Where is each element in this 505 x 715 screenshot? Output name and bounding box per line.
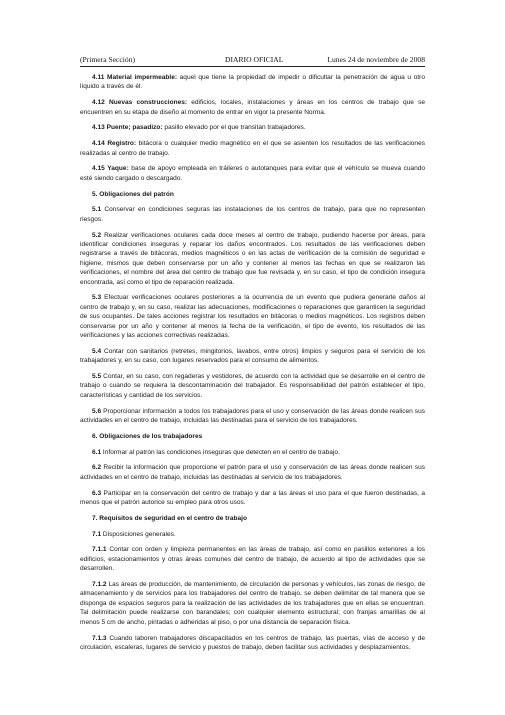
definition-text: pasillo elevado por el que transitan trabajadores.: [162, 124, 306, 132]
clause-5-1: [80, 205, 425, 224]
definition-4-13: [80, 123, 425, 132]
definition-number: 4.11: [92, 74, 105, 81]
definition-term: Nuevas construcciones:: [108, 99, 188, 107]
clause-text: Participar en la conservación del centro de trabajo y dar a las áreas el uso para el que fueron destinadas, a menos que el patrón autorice su empleo para otros usos.: [80, 489, 425, 507]
clause-5-2: [80, 231, 425, 287]
clause-text: Las áreas de producción, de mantenimiento, de circulación de personas y vehículos, las zonas de riesgo, de almacenamiento y de servicios para los trabajadores del centro de trabajo, se deben delimitar de tal manera que se disponga de espacios seguros para la realización de las actividades de los trabajadores que en ellas se encuentran. Tal delimitación puede realizarse con barandales; con cualquier elemento estructural; con franjas amarillas de al menos 5 cm de ancho, pintadas o adheridas al piso, o por una distancia de separación física.: [80, 581, 425, 626]
definition-term: Puente; pasadizo:: [106, 124, 163, 132]
clause-7-1-2: [80, 580, 425, 627]
definition-4-11: [80, 73, 425, 92]
clause-5-6: [80, 407, 425, 426]
definition-term: Yaque:: [107, 165, 129, 173]
header-section: (Primera Sección): [80, 55, 136, 64]
clause-number: 6.1: [92, 448, 102, 456]
header-publication: DIARIO OFICIAL: [225, 55, 284, 64]
clause-number: 7.1: [92, 530, 102, 538]
clause-7-1-1: [80, 545, 425, 573]
clause-number: 5.5: [92, 373, 102, 381]
clause-number: 5.1: [92, 206, 102, 214]
clause-text: Efectuar verificaciones oculares posteriores a la ocurrencia de un evento que pudiera generarle daños al centro de trabajo y, en su caso, realizar las adecuaciones, modificaciones o reparaciones que garanticen la seguridad de sus ocupantes. De tales acciones registrar los resultados en bitácoras o medios magnéticos. Los registros deben conservarse por un año y contener al menos la fecha de la verificación, el tipo de evento, los resultados de las verificaciones y las acciones correctivas realizadas.: [80, 294, 425, 340]
section-heading: 6. Obligaciones de los trabajadores: [92, 432, 203, 440]
clause-number: 7.1.1: [92, 546, 107, 554]
clause-text: Cuando laboren trabajadores discapacitados en los centros de trabajo, las puertas, vías de acceso y de circulación, escaleras, lugares de servicio y puestos de trabajo, deben facilitar sus actividades y desplazamientos.: [80, 634, 425, 651]
header-rule: [80, 66, 425, 67]
definition-term: Registro:: [107, 140, 137, 148]
clause-number: 5.4: [92, 347, 102, 355]
clause-text: Disposiciones generales.: [101, 530, 176, 538]
clause-text: Contar con sanitarios (retretes, mingitorios, lavabos, entre otros) limpios y seguros para el servicio de los trabajadores y, en su caso, con lugares reservados para el consumo de alimentos.: [80, 347, 425, 365]
definition-number: 4.12: [92, 99, 105, 107]
clause-number: 5.6: [92, 407, 102, 415]
definition-4-14: [80, 139, 425, 158]
clause-text: Proporcionar información a todos los trabajadores para el uso y conservación de las áreas donde realicen sus actividades en el centro de trabajo, incluidas las destinadas para el servicio de los trabajadores.: [80, 407, 425, 425]
document-body: [80, 73, 425, 659]
clause-text: Contar, en su caso, con regaderas y vestidores, de acuerdo con la actividad que se desarrolle en el centro de trabajo o cuando se requiera la descontaminación del trabajador. Es responsabilidad del patrón establecer el tipo, características y cantidad de los servicios.: [80, 373, 425, 399]
definition-number: 4.15: [92, 165, 105, 173]
section-heading: 5. Obligaciones del patrón: [92, 190, 174, 198]
clause-number: 6.3: [92, 489, 102, 497]
section-heading: 7. Requisitos de seguridad en el centro de trabajo: [92, 514, 247, 522]
definition-term: Material impermeable:: [107, 74, 178, 81]
clause-text: Realizar verificaciones oculares cada doce meses al centro de trabajo, pudiendo hacerse por áreas, para identificar condiciones inseguras y reparar los daños encontrados. Los resultados de las verificaciones deben registrarse a través de bitácoras, medios magnéticos o en las actas de verificación de la comisión de seguridad e higiene, mismos que deben conservarse por un año y contener al menos las fechas en que se realizaron las verificaciones, el nombre del área del centro de trabajo que fue revisada y, en su caso, el tipo de condición insegura encontrada, así como el tipo de reparación realizada.: [80, 231, 425, 286]
clause-text: Conservar en condiciones seguras las instalaciones de los centros de trabajo, para que no representen riesgos.: [80, 206, 425, 223]
clause-6-1: [80, 448, 425, 457]
definition-text: base de apoyo empleada en tráileres o autotanques para evitar que el vehículo se mueva cuando esté siendo cargado o descargado.: [80, 165, 425, 182]
clause-number: 5.2: [92, 231, 102, 239]
definition-text: bitácora o cualquier medio magnético en el que se asienten los resultados de las verificaciones realizadas al centro de trabajo.: [80, 140, 425, 157]
header-date: Lunes 24 de noviembre de 2008: [327, 55, 425, 64]
clause-7-1-3: [80, 634, 425, 653]
clause-number: 5.3: [92, 294, 102, 302]
clause-text: Informar al patrón las condiciones inseguras que detecten en el centro de trabajo.: [101, 448, 340, 456]
clause-number: 6.2: [92, 464, 102, 472]
clause-number: 7.1.3: [92, 634, 107, 642]
clause-5-4: [80, 347, 425, 366]
definition-number: 4.13: [92, 124, 105, 132]
definition-text: aquel que tiene la propiedad de impedir o dificultar la penetración de agua u otro líquido a través de él.: [80, 74, 425, 91]
clause-7-1: [80, 530, 425, 539]
clause-text: Contar con orden y limpieza permanentes en las áreas de trabajo, así como en pasillos exteriores a los edificios, estacionamientos y otras áreas comunes del centro de trabajo, de acuerdo al tipo de actividades que se desarrollen.: [80, 546, 425, 573]
definition-4-15: [80, 164, 425, 183]
clause-5-3: [80, 293, 425, 340]
clause-6-3: [80, 489, 425, 508]
clause-6-2: [80, 463, 425, 482]
definition-number: 4.14: [92, 140, 105, 148]
clause-5-5: [80, 372, 425, 400]
definition-4-12: [80, 98, 425, 117]
clause-text: Recibir la información que proporcione el patrón para el uso y conservación de las áreas donde realicen sus actividades en el centro de trabajo, incluidas las destinadas al servicio de los trabajadores.: [80, 464, 425, 481]
definition-text: edificios, locales, instalaciones y áreas en los centros de trabajo que se encuentren en su etapa de diseño al momento de entrar en vigor la presente Norma.: [80, 99, 425, 116]
clause-number: 7.1.2: [92, 581, 107, 589]
